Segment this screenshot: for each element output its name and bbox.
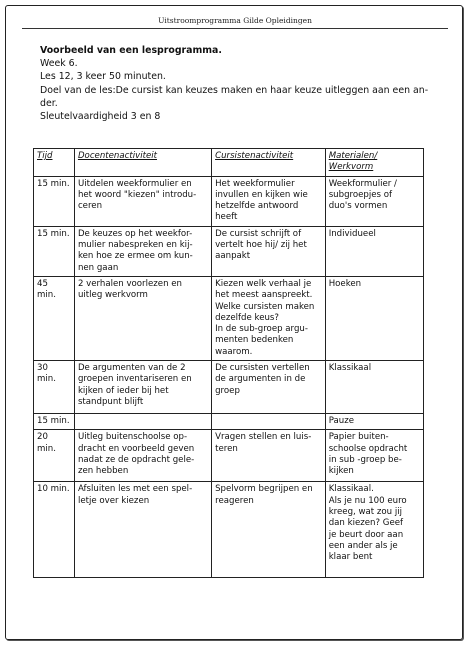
header-teacher-label: Docentenactiviteit xyxy=(77,151,158,161)
table-row xyxy=(34,430,424,482)
table-row xyxy=(34,226,424,276)
header-student-label: Cursistenactiviteit xyxy=(215,151,294,161)
cell-teacher-text: Uitleg buitenschoolse op- dracht en voorbeeld geven nadat ze de opdracht gele- zen hebben xyxy=(77,432,195,477)
header-time-label: Tijd xyxy=(37,151,53,161)
cell-material xyxy=(325,482,423,578)
table-row xyxy=(34,176,424,226)
cell-student xyxy=(212,430,326,482)
cell-student-text: Spelvorm begrijpen en reageren xyxy=(215,484,313,506)
page-header: Uitstroomprogramma Gilde Opleidingen xyxy=(158,16,312,25)
cell-teacher xyxy=(74,482,211,578)
cell-teacher-text: 2 verhalen voorlezen en uitleg werkvorm xyxy=(77,278,182,301)
cell-teacher xyxy=(74,414,211,430)
table-row xyxy=(34,414,424,430)
cell-material xyxy=(325,276,423,360)
cell-teacher-text: Afsluiten les met een spel- letje over kiezen xyxy=(77,484,193,506)
cell-material xyxy=(325,430,423,482)
cell-material-text: Hoeken xyxy=(328,278,362,289)
cell-time xyxy=(34,276,75,360)
cell-time-text: 20 min. xyxy=(37,432,56,454)
header-time xyxy=(34,149,75,177)
cell-time-text: 15 min. xyxy=(37,178,70,189)
cell-time xyxy=(34,482,75,578)
lesson-table xyxy=(33,148,424,578)
cell-student-text: De cursist schrijft of vertelt hoe hij/ zij het aanpakt xyxy=(215,228,307,262)
table-header-row xyxy=(34,149,424,177)
cell-material-text: Weekformulier / subgroepjes of duo's vormen xyxy=(328,178,397,212)
cell-student xyxy=(212,361,326,414)
table-body xyxy=(34,176,424,578)
cell-material-text: Individueel xyxy=(328,228,376,239)
header-teacher-activity xyxy=(74,149,211,177)
intro-key-skill: Sleutelvaardigheid 3 en 8 xyxy=(40,111,161,123)
cell-student-text: Kiezen welk verhaal je het meest aanspreekt. Welke cursisten maken dezelfde keus? In de sub-groep argu- menten bedenken waarom. xyxy=(215,278,315,357)
table-row xyxy=(34,276,424,360)
intro-title: Voorbeeld van een lesprogramma. xyxy=(40,45,222,56)
cell-material xyxy=(325,176,423,226)
header-rule xyxy=(22,28,448,29)
cell-time xyxy=(34,430,75,482)
cell-time-text: 45 min. xyxy=(37,278,56,301)
cell-teacher xyxy=(74,176,211,226)
cell-teacher xyxy=(74,361,211,414)
cell-student-text: Het weekformulier invullen en kijken wie hetzelfde antwoord heeft xyxy=(215,178,308,223)
cell-student xyxy=(212,176,326,226)
cell-time xyxy=(34,361,75,414)
intro-lesson: Les 12, 3 keer 50 minuten. xyxy=(40,71,166,83)
cell-material xyxy=(325,226,423,276)
cell-time xyxy=(34,176,75,226)
cell-time-text: 10 min. xyxy=(37,484,70,495)
cell-time-text: 15 min. xyxy=(37,416,70,427)
cell-student-text: De cursisten vertellen de argumenten in de groep xyxy=(215,363,310,396)
cell-material-text: Pauze xyxy=(328,416,355,427)
intro-block xyxy=(40,44,435,123)
cell-student xyxy=(212,226,326,276)
cell-student xyxy=(212,414,326,430)
cell-material xyxy=(325,414,423,430)
intro-goal: Doel van de les:De cursist kan keuzes maken en haar keuze uitleggen aan een an- der. xyxy=(40,84,429,109)
cell-student xyxy=(212,482,326,578)
cell-student xyxy=(212,276,326,360)
cell-teacher-text: Uitdelen weekformulier en het woord "kiezen" introdu- ceren xyxy=(77,178,197,212)
cell-student-text: Vragen stellen en luis- teren xyxy=(215,432,312,454)
header-materials-label: Materialen/ Werkvorm xyxy=(328,151,378,173)
table-row xyxy=(34,482,424,578)
cell-time xyxy=(34,414,75,430)
cell-material-text: Klassikaal xyxy=(328,363,372,374)
cell-teacher-text: De argumenten van de 2 groepen inventariseren en kijken of ieder bij het standpunt blijft xyxy=(77,363,192,407)
cell-material-text: Klassikaal. Als je nu 100 euro kreeg, wat zou jij dan kiezen? Geef je beurt door aan een ander als je klaar bent xyxy=(328,484,407,563)
cell-teacher xyxy=(74,430,211,482)
header-materials xyxy=(325,149,423,177)
cell-teacher xyxy=(74,276,211,360)
intro-week: Week 6. xyxy=(40,58,78,70)
cell-time xyxy=(34,226,75,276)
cell-teacher xyxy=(74,226,211,276)
table-row xyxy=(34,361,424,414)
cell-time-text: 30 min. xyxy=(37,363,56,385)
header-student-activity xyxy=(212,149,326,177)
cell-time-text: 15 min. xyxy=(37,228,70,239)
cell-teacher-text: De keuzes op het weekfor- mulier nabespreken en kij- ken hoe ze ermee om kun- nen gaan xyxy=(77,228,193,273)
cell-material xyxy=(325,361,423,414)
cell-material-text: Papier buiten- schoolse opdracht in sub -groep be- kijken xyxy=(328,432,408,477)
